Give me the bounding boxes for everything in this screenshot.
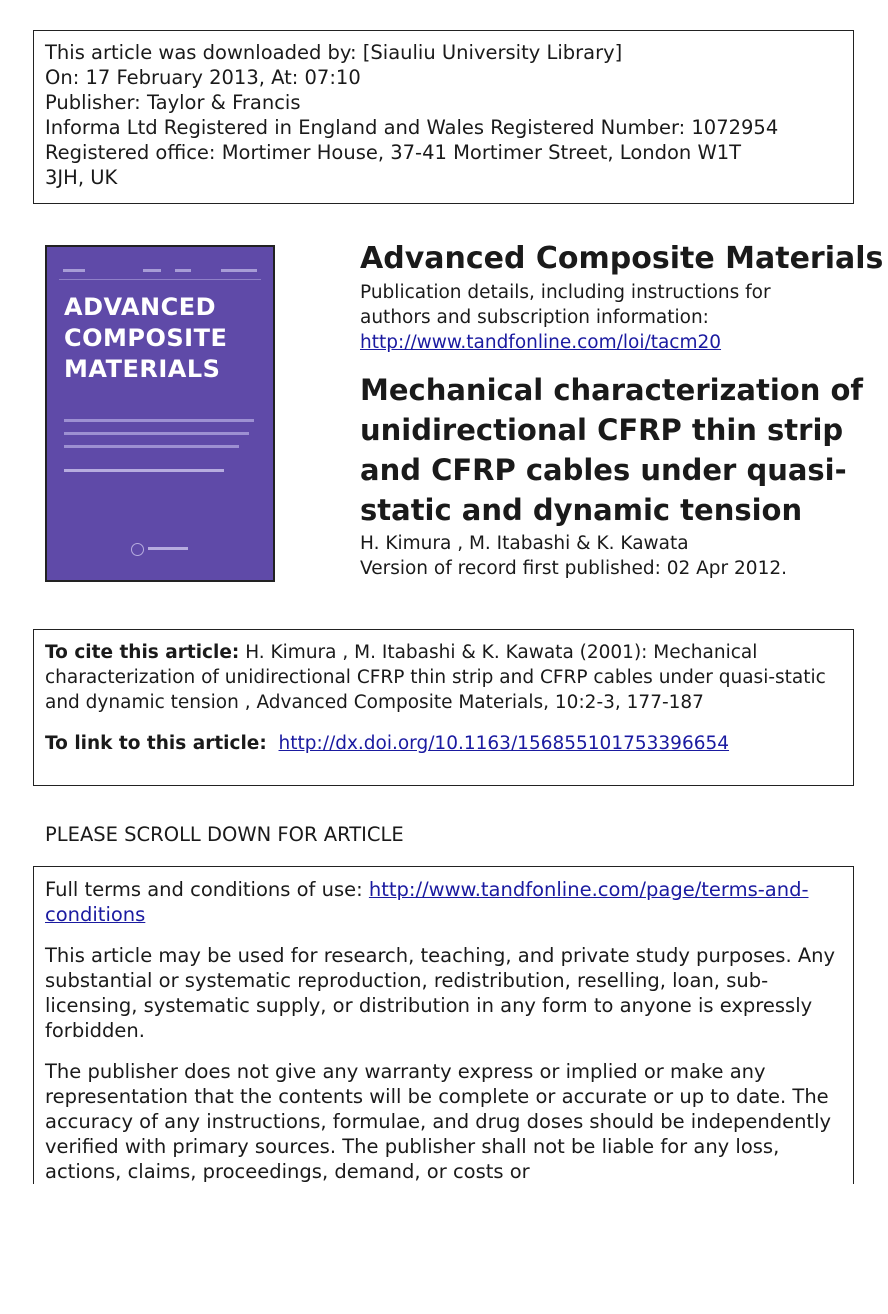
terms-paragraph-2: The publisher does not give any warranty express or implied or make any representation that the contents will be complete or accurate or up to date. The accuracy of any instructions, formulae, and drug doses should be independently verified with primary sources. The publisher shall not be liable for any loss, actions, claims, proceedings, demand, or costs or <box>45 1060 832 1183</box>
cover-blurb <box>64 419 264 458</box>
terms-box <box>33 866 854 1196</box>
journal-url-link[interactable]: http://www.tandfonline.com/loi/tacm20 <box>360 332 722 353</box>
download-info-line: Publisher: Taylor & Francis <box>45 91 301 114</box>
page-bottom-whitespace <box>0 1184 888 1314</box>
publication-details: Publication details, including instructions for authors and subscription information: http://www.tandfonline.com/loi/tacm20 <box>360 280 860 355</box>
article-link-row <box>45 731 842 756</box>
link-label: To link to this article: <box>45 733 267 754</box>
terms-link[interactable]: http://www.tandfonline.com/page/terms-and-conditions <box>45 878 809 926</box>
publisher-logo-icon <box>131 541 191 557</box>
citation-text <box>45 640 842 715</box>
journal-cover-image <box>45 245 275 582</box>
terms-lead: Full terms and conditions of use: http://www.tandfonline.com/page/terms-and-conditions <box>45 878 809 926</box>
scroll-notice: PLEASE SCROLL DOWN FOR ARTICLE <box>45 823 404 846</box>
cite-body: H. Kimura , M. Itabashi & K. Kawata (2001): Mechanical characterization of unidirectional CFRP thin strip and CFRP cables under quasi-static and dynamic tension , Advanced Composite Materials, 10:2-3, 177-187 <box>45 642 826 713</box>
journal-title: Advanced Composite Materials <box>360 241 884 276</box>
download-info-box <box>33 30 854 204</box>
cover-editors <box>64 469 224 472</box>
download-info-line: 3JH, UK <box>45 166 118 189</box>
download-info-line: Informa Ltd Registered in England and Wales Registered Number: 1072954 <box>45 116 779 139</box>
cite-label: To cite this article: <box>45 642 240 663</box>
article-title: Mechanical characterization of unidirectional CFRP thin strip and CFRP cables under quasi- static and dynamic tension <box>360 373 864 527</box>
article-authors: H. Kimura , M. Itabashi & K. Kawata <box>360 533 689 554</box>
cover-title: ADVANCED COMPOSITE MATERIALS <box>64 293 228 383</box>
cover-header-rule <box>59 267 261 280</box>
terms-paragraph-1: This article may be used for research, teaching, and private study purposes. Any substantial or systematic reproduction, redistribution, reselling, loan, sub-licensing, systematic supply, or distribution in any form to anyone is expressly forbidden. <box>45 944 836 1042</box>
doi-link[interactable]: http://dx.doi.org/10.1163/156855101753396654 <box>278 733 730 754</box>
download-info-line: This article was downloaded by: [Siauliu University Library] <box>45 41 623 64</box>
citation-box <box>33 629 854 786</box>
version-of-record: Version of record first published: 02 Apr 2012. <box>360 558 787 579</box>
download-info-line: Registered office: Mortimer House, 37-41 Mortimer Street, London W1T <box>45 141 742 164</box>
download-info-line: On: 17 February 2013, At: 07:10 <box>45 66 361 89</box>
